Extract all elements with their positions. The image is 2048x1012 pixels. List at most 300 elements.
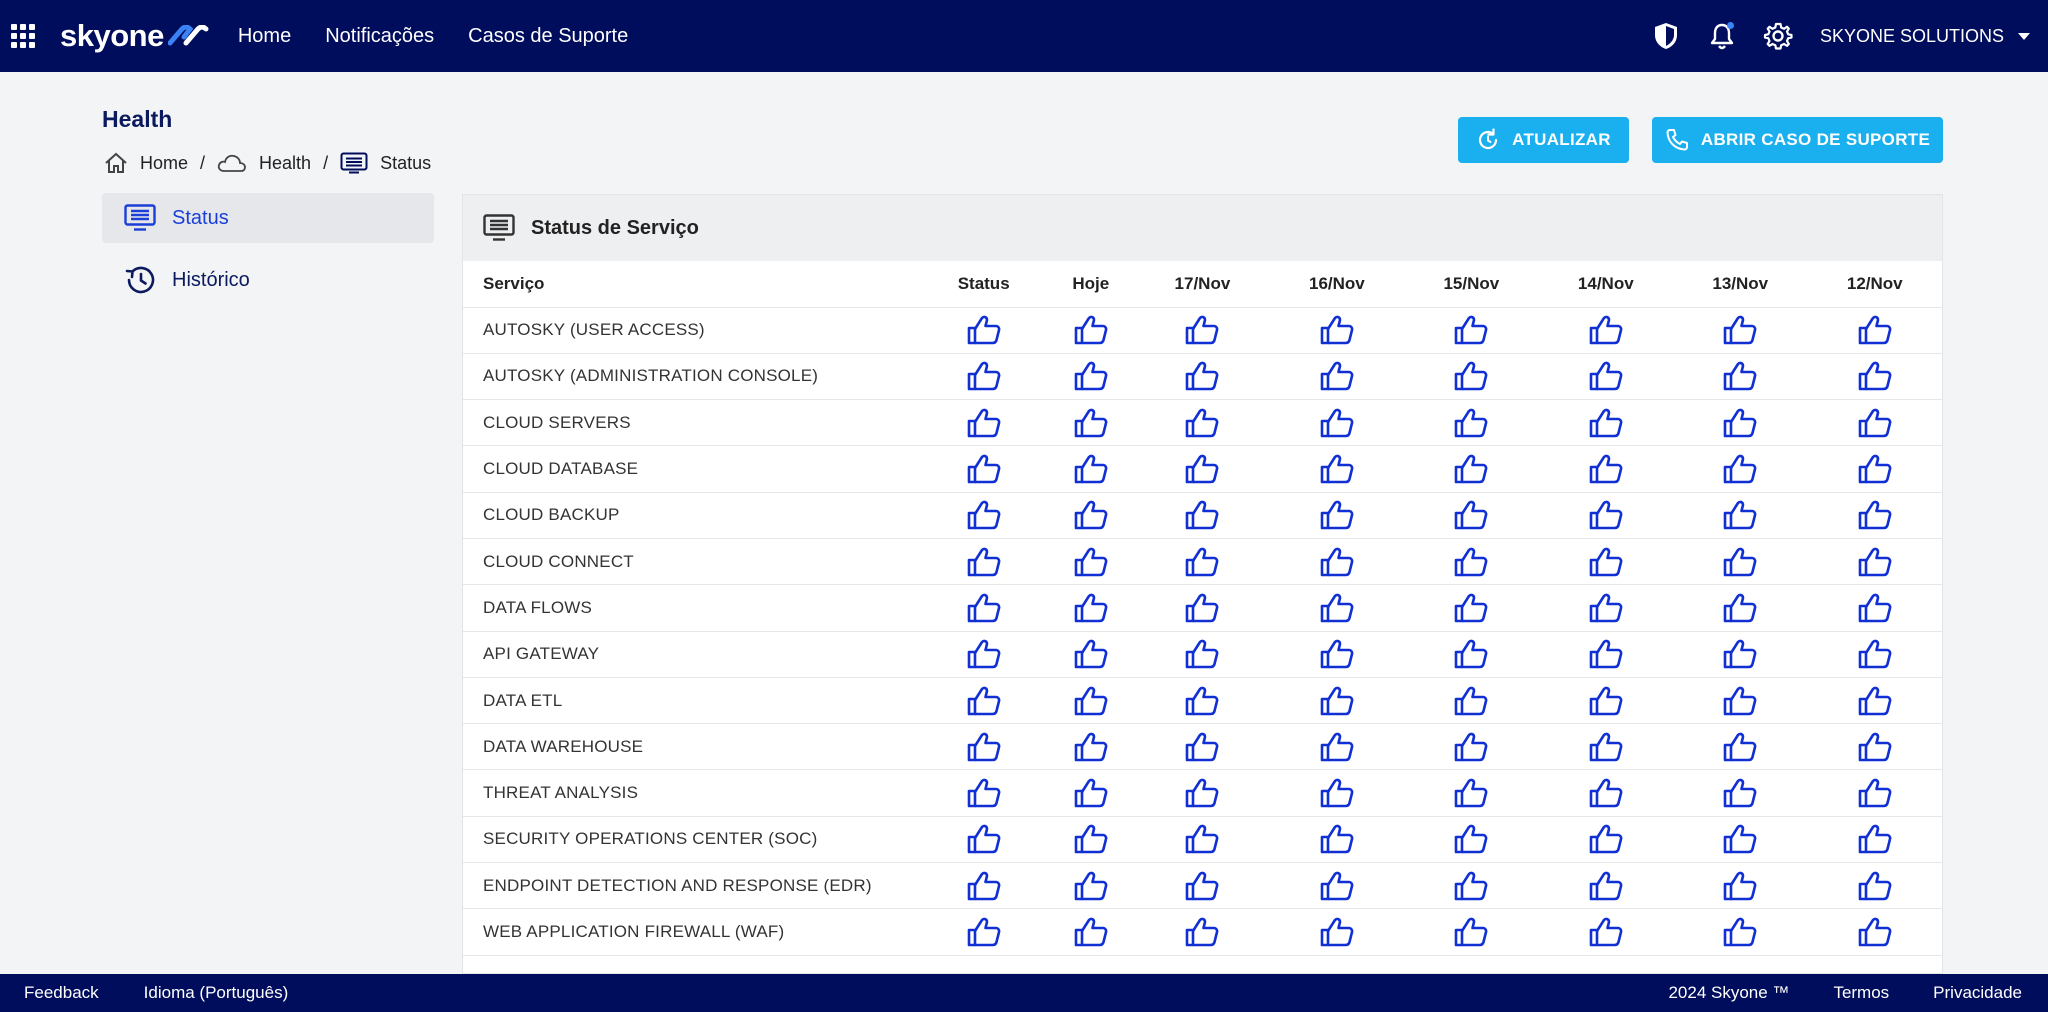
status-cell bbox=[1807, 446, 1942, 492]
thumbs-up-icon bbox=[1723, 692, 1757, 709]
status-cell bbox=[1539, 446, 1673, 492]
thumbs-up-icon bbox=[1454, 877, 1488, 894]
footer bbox=[0, 974, 2048, 1012]
column-header-servico: Serviço bbox=[463, 261, 921, 307]
phone-icon bbox=[1665, 128, 1689, 152]
thumbs-up-icon bbox=[1185, 738, 1219, 755]
thumbs-up-icon bbox=[1723, 368, 1757, 385]
status-cell bbox=[1046, 400, 1135, 446]
status-cell bbox=[1807, 677, 1942, 723]
table-row bbox=[463, 631, 1942, 677]
table-row bbox=[463, 724, 1942, 770]
status-cell bbox=[921, 538, 1046, 584]
table-row bbox=[463, 446, 1942, 492]
status-cell bbox=[921, 631, 1046, 677]
status-cell bbox=[1270, 492, 1404, 538]
status-cell bbox=[1135, 446, 1269, 492]
status-cell bbox=[1135, 585, 1269, 631]
thumbs-up-icon bbox=[1074, 599, 1108, 616]
thumbs-up-icon bbox=[967, 414, 1001, 431]
service-name: AUTOSKY (ADMINISTRATION CONSOLE) bbox=[463, 353, 921, 399]
status-cell bbox=[1270, 770, 1404, 816]
service-name: DATA FLOWS bbox=[463, 585, 921, 631]
thumbs-up-icon bbox=[967, 553, 1001, 570]
service-name: CLOUD DATABASE bbox=[463, 446, 921, 492]
status-cell bbox=[1270, 585, 1404, 631]
language-selector[interactable]: Idioma (Português) bbox=[143, 983, 289, 1002]
status-cell bbox=[1404, 307, 1538, 353]
status-cell bbox=[921, 816, 1046, 862]
thumbs-up-icon bbox=[1858, 831, 1892, 848]
thumbs-up-icon bbox=[1074, 553, 1108, 570]
thumbs-up-icon bbox=[1074, 414, 1108, 431]
thumbs-up-icon bbox=[1454, 784, 1488, 801]
status-cell bbox=[1673, 353, 1807, 399]
thumbs-up-icon bbox=[1858, 460, 1892, 477]
column-header: 15/Nov bbox=[1404, 261, 1538, 307]
thumbs-up-icon bbox=[1185, 414, 1219, 431]
status-cell bbox=[1404, 353, 1538, 399]
status-cell bbox=[1135, 677, 1269, 723]
service-name: WEB APPLICATION FIREWALL (WAF) bbox=[463, 909, 921, 955]
breadcrumb bbox=[104, 152, 431, 174]
thumbs-up-icon bbox=[1589, 784, 1623, 801]
main-nav bbox=[238, 25, 662, 48]
status-cell bbox=[1135, 400, 1269, 446]
thumbs-up-icon bbox=[1320, 321, 1354, 338]
status-cell bbox=[1270, 538, 1404, 584]
status-cell bbox=[1404, 816, 1538, 862]
thumbs-up-icon bbox=[967, 645, 1001, 662]
notification-dot bbox=[1727, 22, 1734, 29]
status-cell bbox=[1270, 631, 1404, 677]
cloud-icon bbox=[217, 153, 247, 173]
status-cell bbox=[1404, 538, 1538, 584]
status-cell bbox=[1539, 492, 1673, 538]
thumbs-up-icon bbox=[1858, 368, 1892, 385]
status-cell bbox=[1539, 863, 1673, 909]
table-row bbox=[463, 538, 1942, 584]
thumbs-up-icon bbox=[1723, 553, 1757, 570]
thumbs-up-icon bbox=[1185, 692, 1219, 709]
status-cell bbox=[1807, 909, 1942, 955]
status-cell bbox=[1539, 770, 1673, 816]
status-cell bbox=[1807, 631, 1942, 677]
feedback-link[interactable]: Feedback bbox=[24, 983, 99, 1002]
logo-mark-icon bbox=[168, 25, 210, 47]
status-cell bbox=[1539, 353, 1673, 399]
thumbs-up-icon bbox=[1858, 923, 1892, 940]
status-cell bbox=[1404, 492, 1538, 538]
thumbs-up-icon bbox=[1723, 414, 1757, 431]
table-row bbox=[463, 909, 1942, 955]
thumbs-up-icon bbox=[1320, 738, 1354, 755]
card-title: Status de Serviço bbox=[531, 216, 699, 239]
status-cell bbox=[1046, 538, 1135, 584]
column-header: Hoje bbox=[1046, 261, 1135, 307]
thumbs-up-icon bbox=[1858, 599, 1892, 616]
thumbs-up-icon bbox=[967, 321, 1001, 338]
status-cell bbox=[1539, 909, 1673, 955]
status-cell bbox=[921, 677, 1046, 723]
service-name: API GATEWAY bbox=[463, 631, 921, 677]
thumbs-up-icon bbox=[1074, 507, 1108, 524]
nav-home[interactable]: Home bbox=[237, 24, 292, 47]
sidebar-item-label: Histórico bbox=[172, 268, 250, 291]
table-row bbox=[463, 400, 1942, 446]
thumbs-up-icon bbox=[967, 599, 1001, 616]
status-cell bbox=[921, 909, 1046, 955]
status-cell bbox=[1404, 400, 1538, 446]
column-header: 16/Nov bbox=[1270, 261, 1404, 307]
status-cell bbox=[921, 724, 1046, 770]
thumbs-up-icon bbox=[1185, 645, 1219, 662]
refresh-icon bbox=[1476, 128, 1500, 152]
status-cell bbox=[1404, 770, 1538, 816]
sidebar-item-historico[interactable] bbox=[102, 255, 434, 305]
thumbs-up-icon bbox=[1074, 692, 1108, 709]
table-row bbox=[463, 307, 1942, 353]
status-cell bbox=[1673, 538, 1807, 584]
status-cell bbox=[1673, 770, 1807, 816]
thumbs-up-icon bbox=[1074, 368, 1108, 385]
thumbs-up-icon bbox=[1320, 923, 1354, 940]
status-cell bbox=[1270, 863, 1404, 909]
status-cell bbox=[1673, 585, 1807, 631]
status-cell bbox=[1673, 677, 1807, 723]
thumbs-up-icon bbox=[1454, 460, 1488, 477]
thumbs-up-icon bbox=[1454, 553, 1488, 570]
thumbs-up-icon bbox=[967, 460, 1001, 477]
status-cell bbox=[1270, 909, 1404, 955]
status-cell bbox=[1270, 677, 1404, 723]
service-name: DATA WAREHOUSE bbox=[463, 724, 921, 770]
status-cell bbox=[1046, 770, 1135, 816]
status-cell bbox=[1673, 400, 1807, 446]
column-header: 12/Nov bbox=[1807, 261, 1942, 307]
status-cell bbox=[1539, 631, 1673, 677]
status-cell bbox=[1046, 353, 1135, 399]
status-cell bbox=[1539, 400, 1673, 446]
thumbs-up-icon bbox=[1858, 784, 1892, 801]
table-row bbox=[463, 863, 1942, 909]
service-name: CLOUD CONNECT bbox=[463, 538, 921, 584]
thumbs-up-icon bbox=[1454, 414, 1488, 431]
thumbs-up-icon bbox=[1185, 507, 1219, 524]
thumbs-up-icon bbox=[1185, 831, 1219, 848]
thumbs-up-icon bbox=[1723, 831, 1757, 848]
status-cell bbox=[1135, 770, 1269, 816]
user-menu[interactable] bbox=[1820, 26, 2030, 47]
thumbs-up-icon bbox=[967, 692, 1001, 709]
thumbs-up-icon bbox=[1185, 923, 1219, 940]
status-cell bbox=[1404, 863, 1538, 909]
monitor-list-icon bbox=[124, 204, 156, 232]
thumbs-up-icon bbox=[1074, 460, 1108, 477]
thumbs-up-icon bbox=[1185, 368, 1219, 385]
column-header: 14/Nov bbox=[1539, 261, 1673, 307]
breadcrumb-separator: / bbox=[323, 152, 329, 173]
thumbs-up-icon bbox=[1589, 368, 1623, 385]
status-cell bbox=[1135, 724, 1269, 770]
thumbs-up-icon bbox=[1185, 553, 1219, 570]
status-cell bbox=[1135, 538, 1269, 584]
status-cell bbox=[1270, 816, 1404, 862]
refresh-button[interactable]: ATUALIZAR bbox=[1458, 117, 1629, 163]
bell-icon[interactable] bbox=[1706, 20, 1738, 52]
thumbs-up-icon bbox=[1320, 645, 1354, 662]
service-name: CLOUD SERVERS bbox=[463, 400, 921, 446]
thumbs-up-icon bbox=[1320, 831, 1354, 848]
thumbs-up-icon bbox=[1858, 738, 1892, 755]
thumbs-up-icon bbox=[1723, 923, 1757, 940]
status-cell bbox=[1539, 816, 1673, 862]
status-cell bbox=[1673, 307, 1807, 353]
thumbs-up-icon bbox=[1454, 831, 1488, 848]
thumbs-up-icon bbox=[1320, 460, 1354, 477]
nav-notificacoes[interactable]: Notificações bbox=[325, 24, 435, 47]
status-cell bbox=[1807, 585, 1942, 631]
thumbs-up-icon bbox=[1454, 321, 1488, 338]
thumbs-up-icon bbox=[1074, 784, 1108, 801]
status-cell bbox=[1046, 631, 1135, 677]
table-row bbox=[463, 353, 1942, 399]
thumbs-up-icon bbox=[1320, 553, 1354, 570]
thumbs-up-icon bbox=[967, 831, 1001, 848]
status-cell bbox=[1404, 909, 1538, 955]
status-cell bbox=[1270, 400, 1404, 446]
status-cell bbox=[1673, 909, 1807, 955]
status-cell bbox=[1673, 816, 1807, 862]
table-row bbox=[463, 492, 1942, 538]
status-cell bbox=[1046, 492, 1135, 538]
status-cell bbox=[1673, 492, 1807, 538]
thumbs-up-icon bbox=[967, 784, 1001, 801]
service-status-table bbox=[463, 261, 1942, 956]
status-cell bbox=[1046, 724, 1135, 770]
thumbs-up-icon bbox=[1723, 599, 1757, 616]
thumbs-up-icon bbox=[1454, 692, 1488, 709]
service-name: AUTOSKY (USER ACCESS) bbox=[463, 307, 921, 353]
status-cell bbox=[1673, 724, 1807, 770]
thumbs-up-icon bbox=[967, 368, 1001, 385]
thumbs-up-icon bbox=[1185, 321, 1219, 338]
thumbs-up-icon bbox=[1589, 738, 1623, 755]
status-cell bbox=[1135, 863, 1269, 909]
thumbs-up-icon bbox=[1723, 784, 1757, 801]
status-cell bbox=[1539, 585, 1673, 631]
thumbs-up-icon bbox=[1589, 553, 1623, 570]
status-cell bbox=[921, 770, 1046, 816]
status-cell bbox=[1135, 492, 1269, 538]
status-cell bbox=[1404, 631, 1538, 677]
thumbs-up-icon bbox=[1589, 877, 1623, 894]
open-support-case-button[interactable]: ABRIR CASO DE SUPORTE bbox=[1652, 117, 1943, 163]
status-cell bbox=[1046, 446, 1135, 492]
status-cell bbox=[1807, 724, 1942, 770]
thumbs-up-icon bbox=[1185, 877, 1219, 894]
thumbs-up-icon bbox=[1074, 321, 1108, 338]
thumbs-up-icon bbox=[1454, 368, 1488, 385]
thumbs-up-icon bbox=[1320, 507, 1354, 524]
table-row bbox=[463, 585, 1942, 631]
thumbs-up-icon bbox=[1454, 599, 1488, 616]
monitor-list-icon bbox=[483, 214, 515, 242]
status-cell bbox=[1807, 353, 1942, 399]
thumbs-up-icon bbox=[1074, 877, 1108, 894]
thumbs-up-icon bbox=[1589, 645, 1623, 662]
thumbs-up-icon bbox=[1074, 831, 1108, 848]
thumbs-up-icon bbox=[1074, 645, 1108, 662]
status-cell bbox=[1807, 307, 1942, 353]
thumbs-up-icon bbox=[1454, 645, 1488, 662]
thumbs-up-icon bbox=[1858, 414, 1892, 431]
status-cell bbox=[1673, 446, 1807, 492]
thumbs-up-icon bbox=[1454, 507, 1488, 524]
thumbs-up-icon bbox=[1589, 923, 1623, 940]
thumbs-up-icon bbox=[967, 923, 1001, 940]
user-name: SKYONE SOLUTIONS bbox=[1819, 25, 2004, 46]
shield-icon[interactable] bbox=[1650, 20, 1682, 52]
thumbs-up-icon bbox=[1454, 738, 1488, 755]
gear-icon[interactable] bbox=[1762, 20, 1794, 52]
status-cell bbox=[1539, 677, 1673, 723]
copyright: 2024 Skyone ™ bbox=[1668, 983, 1790, 1002]
breadcrumb-health[interactable]: Health bbox=[217, 153, 311, 174]
thumbs-up-icon bbox=[967, 738, 1001, 755]
page-title: Health bbox=[102, 106, 173, 132]
thumbs-up-icon bbox=[1589, 692, 1623, 709]
thumbs-up-icon bbox=[1723, 738, 1757, 755]
service-name: THREAT ANALYSIS bbox=[463, 770, 921, 816]
thumbs-up-icon bbox=[1858, 507, 1892, 524]
status-cell bbox=[1046, 307, 1135, 353]
thumbs-up-icon bbox=[1589, 507, 1623, 524]
thumbs-up-icon bbox=[1589, 599, 1623, 616]
status-cell bbox=[1807, 816, 1942, 862]
service-name: ENDPOINT DETECTION AND RESPONSE (EDR) bbox=[463, 863, 921, 909]
status-cell bbox=[1135, 307, 1269, 353]
status-cell bbox=[1404, 677, 1538, 723]
thumbs-up-icon bbox=[1858, 692, 1892, 709]
status-cell bbox=[1807, 770, 1942, 816]
status-cell bbox=[921, 446, 1046, 492]
thumbs-up-icon bbox=[1723, 460, 1757, 477]
status-cell bbox=[1404, 585, 1538, 631]
thumbs-up-icon bbox=[1320, 599, 1354, 616]
status-cell bbox=[921, 863, 1046, 909]
status-cell bbox=[1404, 446, 1538, 492]
privacy-link[interactable]: Privacidade bbox=[1933, 983, 2022, 1002]
status-cell bbox=[1046, 585, 1135, 631]
breadcrumb-separator: / bbox=[200, 152, 206, 173]
status-cell bbox=[1046, 909, 1135, 955]
home-icon bbox=[104, 152, 128, 174]
logo[interactable] bbox=[60, 18, 210, 54]
thumbs-up-icon bbox=[1858, 553, 1892, 570]
chevron-down-icon bbox=[2018, 33, 2030, 40]
status-cell bbox=[1270, 353, 1404, 399]
status-cell bbox=[1807, 492, 1942, 538]
status-cell bbox=[921, 585, 1046, 631]
status-cell bbox=[1270, 307, 1404, 353]
card-header bbox=[463, 195, 1942, 261]
status-cell bbox=[921, 307, 1046, 353]
status-cell bbox=[921, 492, 1046, 538]
status-cell bbox=[1270, 724, 1404, 770]
thumbs-up-icon bbox=[1723, 645, 1757, 662]
table-row bbox=[463, 816, 1942, 862]
thumbs-up-icon bbox=[1589, 321, 1623, 338]
thumbs-up-icon bbox=[1589, 831, 1623, 848]
sidebar-item-label: Status bbox=[172, 206, 229, 229]
thumbs-up-icon bbox=[1320, 784, 1354, 801]
thumbs-up-icon bbox=[1589, 414, 1623, 431]
top-bar bbox=[0, 0, 2048, 72]
thumbs-up-icon bbox=[1858, 877, 1892, 894]
service-name: CLOUD BACKUP bbox=[463, 492, 921, 538]
thumbs-up-icon bbox=[1320, 877, 1354, 894]
status-cell bbox=[1539, 307, 1673, 353]
thumbs-up-icon bbox=[1185, 599, 1219, 616]
status-cell bbox=[1135, 909, 1269, 955]
terms-link[interactable]: Termos bbox=[1833, 983, 1890, 1002]
history-icon bbox=[124, 265, 156, 295]
service-name: DATA ETL bbox=[463, 677, 921, 723]
logo-text: skyone bbox=[60, 18, 164, 53]
nav-casos-suporte[interactable]: Casos de Suporte bbox=[468, 24, 629, 47]
thumbs-up-icon bbox=[967, 877, 1001, 894]
column-header: 17/Nov bbox=[1135, 261, 1269, 307]
status-cell bbox=[1135, 353, 1269, 399]
thumbs-up-icon bbox=[1723, 877, 1757, 894]
status-cell bbox=[1539, 538, 1673, 584]
status-cell bbox=[1046, 816, 1135, 862]
thumbs-up-icon bbox=[967, 507, 1001, 524]
breadcrumb-home[interactable]: Home bbox=[104, 152, 188, 174]
status-cell bbox=[1046, 863, 1135, 909]
status-cell bbox=[1673, 631, 1807, 677]
thumbs-up-icon bbox=[1320, 368, 1354, 385]
status-cell bbox=[1807, 863, 1942, 909]
thumbs-up-icon bbox=[1589, 460, 1623, 477]
thumbs-up-icon bbox=[1074, 923, 1108, 940]
thumbs-up-icon bbox=[1185, 784, 1219, 801]
sidebar-item-status[interactable] bbox=[102, 193, 434, 243]
thumbs-up-icon bbox=[1320, 692, 1354, 709]
app-grid-icon[interactable] bbox=[11, 24, 35, 48]
table-row bbox=[463, 770, 1942, 816]
status-cell bbox=[1673, 863, 1807, 909]
thumbs-up-icon bbox=[1723, 321, 1757, 338]
status-cell bbox=[1807, 538, 1942, 584]
column-header: 13/Nov bbox=[1673, 261, 1807, 307]
breadcrumb-status[interactable]: Status bbox=[340, 152, 431, 174]
column-header: Status bbox=[921, 261, 1046, 307]
thumbs-up-icon bbox=[1454, 923, 1488, 940]
status-cell bbox=[1135, 816, 1269, 862]
status-cell bbox=[1046, 677, 1135, 723]
status-cell bbox=[921, 353, 1046, 399]
thumbs-up-icon bbox=[1858, 645, 1892, 662]
status-cell bbox=[1404, 724, 1538, 770]
thumbs-up-icon bbox=[1185, 460, 1219, 477]
service-status-card bbox=[462, 194, 1943, 974]
service-name: SECURITY OPERATIONS CENTER (SOC) bbox=[463, 816, 921, 862]
status-cell bbox=[1539, 724, 1673, 770]
status-cell bbox=[1270, 446, 1404, 492]
status-cell bbox=[921, 400, 1046, 446]
